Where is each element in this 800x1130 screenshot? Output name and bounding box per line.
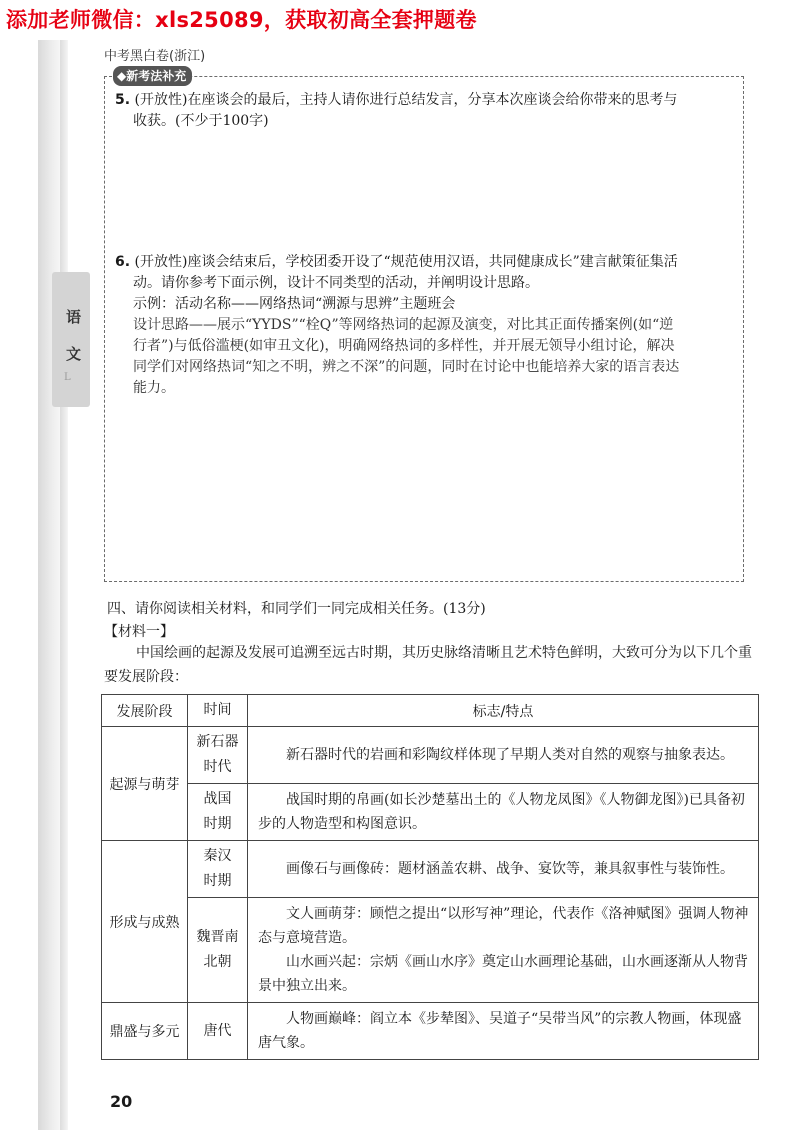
feature-cell — [248, 1003, 759, 1060]
table-header-row — [102, 695, 759, 727]
feature-text: 画像石与画像砖：题材涵盖农耕、战争、宴饮等，兼具叙事性与装饰性。 — [286, 861, 734, 877]
time-cell — [188, 784, 248, 841]
design-idea-line-2: 行者”)与低俗滥梗(如审丑文化)，明确网络热词的多样性，并开展无领导小组讨论，解决 — [133, 338, 675, 354]
badge-label: 新考法补充 — [126, 69, 187, 83]
time-line: 秦汉 — [203, 848, 232, 864]
book-spine-shadow — [60, 40, 68, 1130]
side-tab-mark: L — [64, 372, 71, 383]
question-6-line-2: 动。请你参考下面示例，设计不同类型的活动，并阐明设计思路。 — [133, 275, 539, 291]
material-label: 【材料一】 — [104, 624, 174, 640]
time-line: 魏晋南 — [196, 929, 239, 945]
time-cell — [188, 898, 248, 1003]
watermark-text: 添加老师微信：xls25089，获取初高全套押题卷 — [6, 8, 477, 32]
table-row — [102, 727, 759, 784]
feature-text: 人物画巅峰：阎立本《步辇图》、吴道子“吴带当风”的宗教人物画，体现盛唐气象。 — [258, 1011, 742, 1051]
book-title: 中考黑白卷(浙江) — [104, 49, 206, 64]
material-text: 中国绘画的起源及发展可追溯至远古时期，其历史脉络清晰且艺术特色鲜明，大致可分为以下几个重要发展阶段： — [104, 645, 752, 685]
subject-side-tab — [52, 272, 90, 407]
question-6-number: 6. — [115, 254, 131, 270]
stage-cell: 鼎盛与多元 — [102, 1003, 188, 1060]
example-activity: 示例：活动名称——网络热词“溯源与思辨”主题班会 — [133, 296, 456, 312]
header-time: 时间 — [188, 695, 248, 727]
feature-text: 新石器时代的岩画和彩陶纹样体现了早期人类对自然的观察与抽象表达。 — [286, 747, 734, 763]
time-line: 时期 — [203, 816, 232, 832]
new-method-badge: ◆新考法补充 — [113, 66, 192, 86]
feature-cell — [248, 898, 759, 1003]
time-line: 战国 — [203, 791, 232, 807]
time-line: 唐代 — [203, 1022, 232, 1039]
design-idea-line-3: 同学们对网络热词“知之不明，辨之不深”的问题，同时在讨论中也能培养大家的语言表达 — [133, 359, 680, 375]
time-cell — [188, 841, 248, 898]
design-idea-line-4: 能力。 — [133, 380, 175, 396]
question-5-line-1: (开放性)在座谈会的最后，主持人请你进行总结发言，分享本次座谈会给你带来的思考与 — [134, 92, 678, 108]
question-6 — [115, 252, 745, 399]
painting-history-table — [101, 694, 759, 1060]
question-5 — [115, 90, 745, 132]
time-line: 时代 — [203, 759, 232, 775]
feature-cell — [248, 841, 759, 898]
question-5-line-2: 收获。(不少于100字) — [133, 113, 269, 129]
feature-text: 山水画兴起：宗炳《画山水序》奠定山水画理论基础，山水画逐渐从人物背景中独立出来。 — [258, 954, 748, 994]
table-row — [102, 898, 759, 1003]
time-line: 时期 — [203, 873, 232, 889]
time-cell — [188, 727, 248, 784]
book-spine — [38, 40, 60, 1130]
table-row — [102, 784, 759, 841]
time-line: 北朝 — [203, 954, 232, 970]
side-tab-char-2: 文 — [66, 345, 82, 363]
header-feature: 标志/特点 — [248, 695, 759, 727]
header-stage: 发展阶段 — [102, 695, 188, 727]
design-idea-line-1: 设计思路——展示“YYDS”“栓Q”等网络热词的起源及演变，对比其正面传播案例(如“逆 — [133, 317, 674, 333]
table-row — [102, 841, 759, 898]
feature-cell — [248, 727, 759, 784]
section-title: 四、请你阅读相关材料，和同学们一同完成相关任务。(13分) — [107, 601, 486, 617]
time-line: 新石器 — [196, 734, 239, 750]
page-number: 20 — [110, 1092, 133, 1111]
time-cell — [188, 1003, 248, 1060]
stage-cell: 形成与成熟 — [102, 841, 188, 1003]
stage-cell: 起源与萌芽 — [102, 727, 188, 841]
feature-text: 战国时期的帛画(如长沙楚墓出土的《人物龙凤图》《人物御龙图》)已具备初步的人物造型和构图意识。 — [258, 792, 745, 832]
side-tab-char-1: 语 — [66, 308, 82, 326]
feature-cell — [248, 784, 759, 841]
question-6-line-1: (开放性)座谈会结束后，学校团委开设了“规范使用汉语，共同健康成长”建言献策征集活 — [134, 254, 678, 270]
table-row — [102, 1003, 759, 1060]
feature-text: 文人画萌芽：顾恺之提出“以形写神”理论，代表作《洛神赋图》强调人物神态与意境营造。 — [258, 906, 749, 946]
question-5-number: 5. — [115, 92, 131, 108]
